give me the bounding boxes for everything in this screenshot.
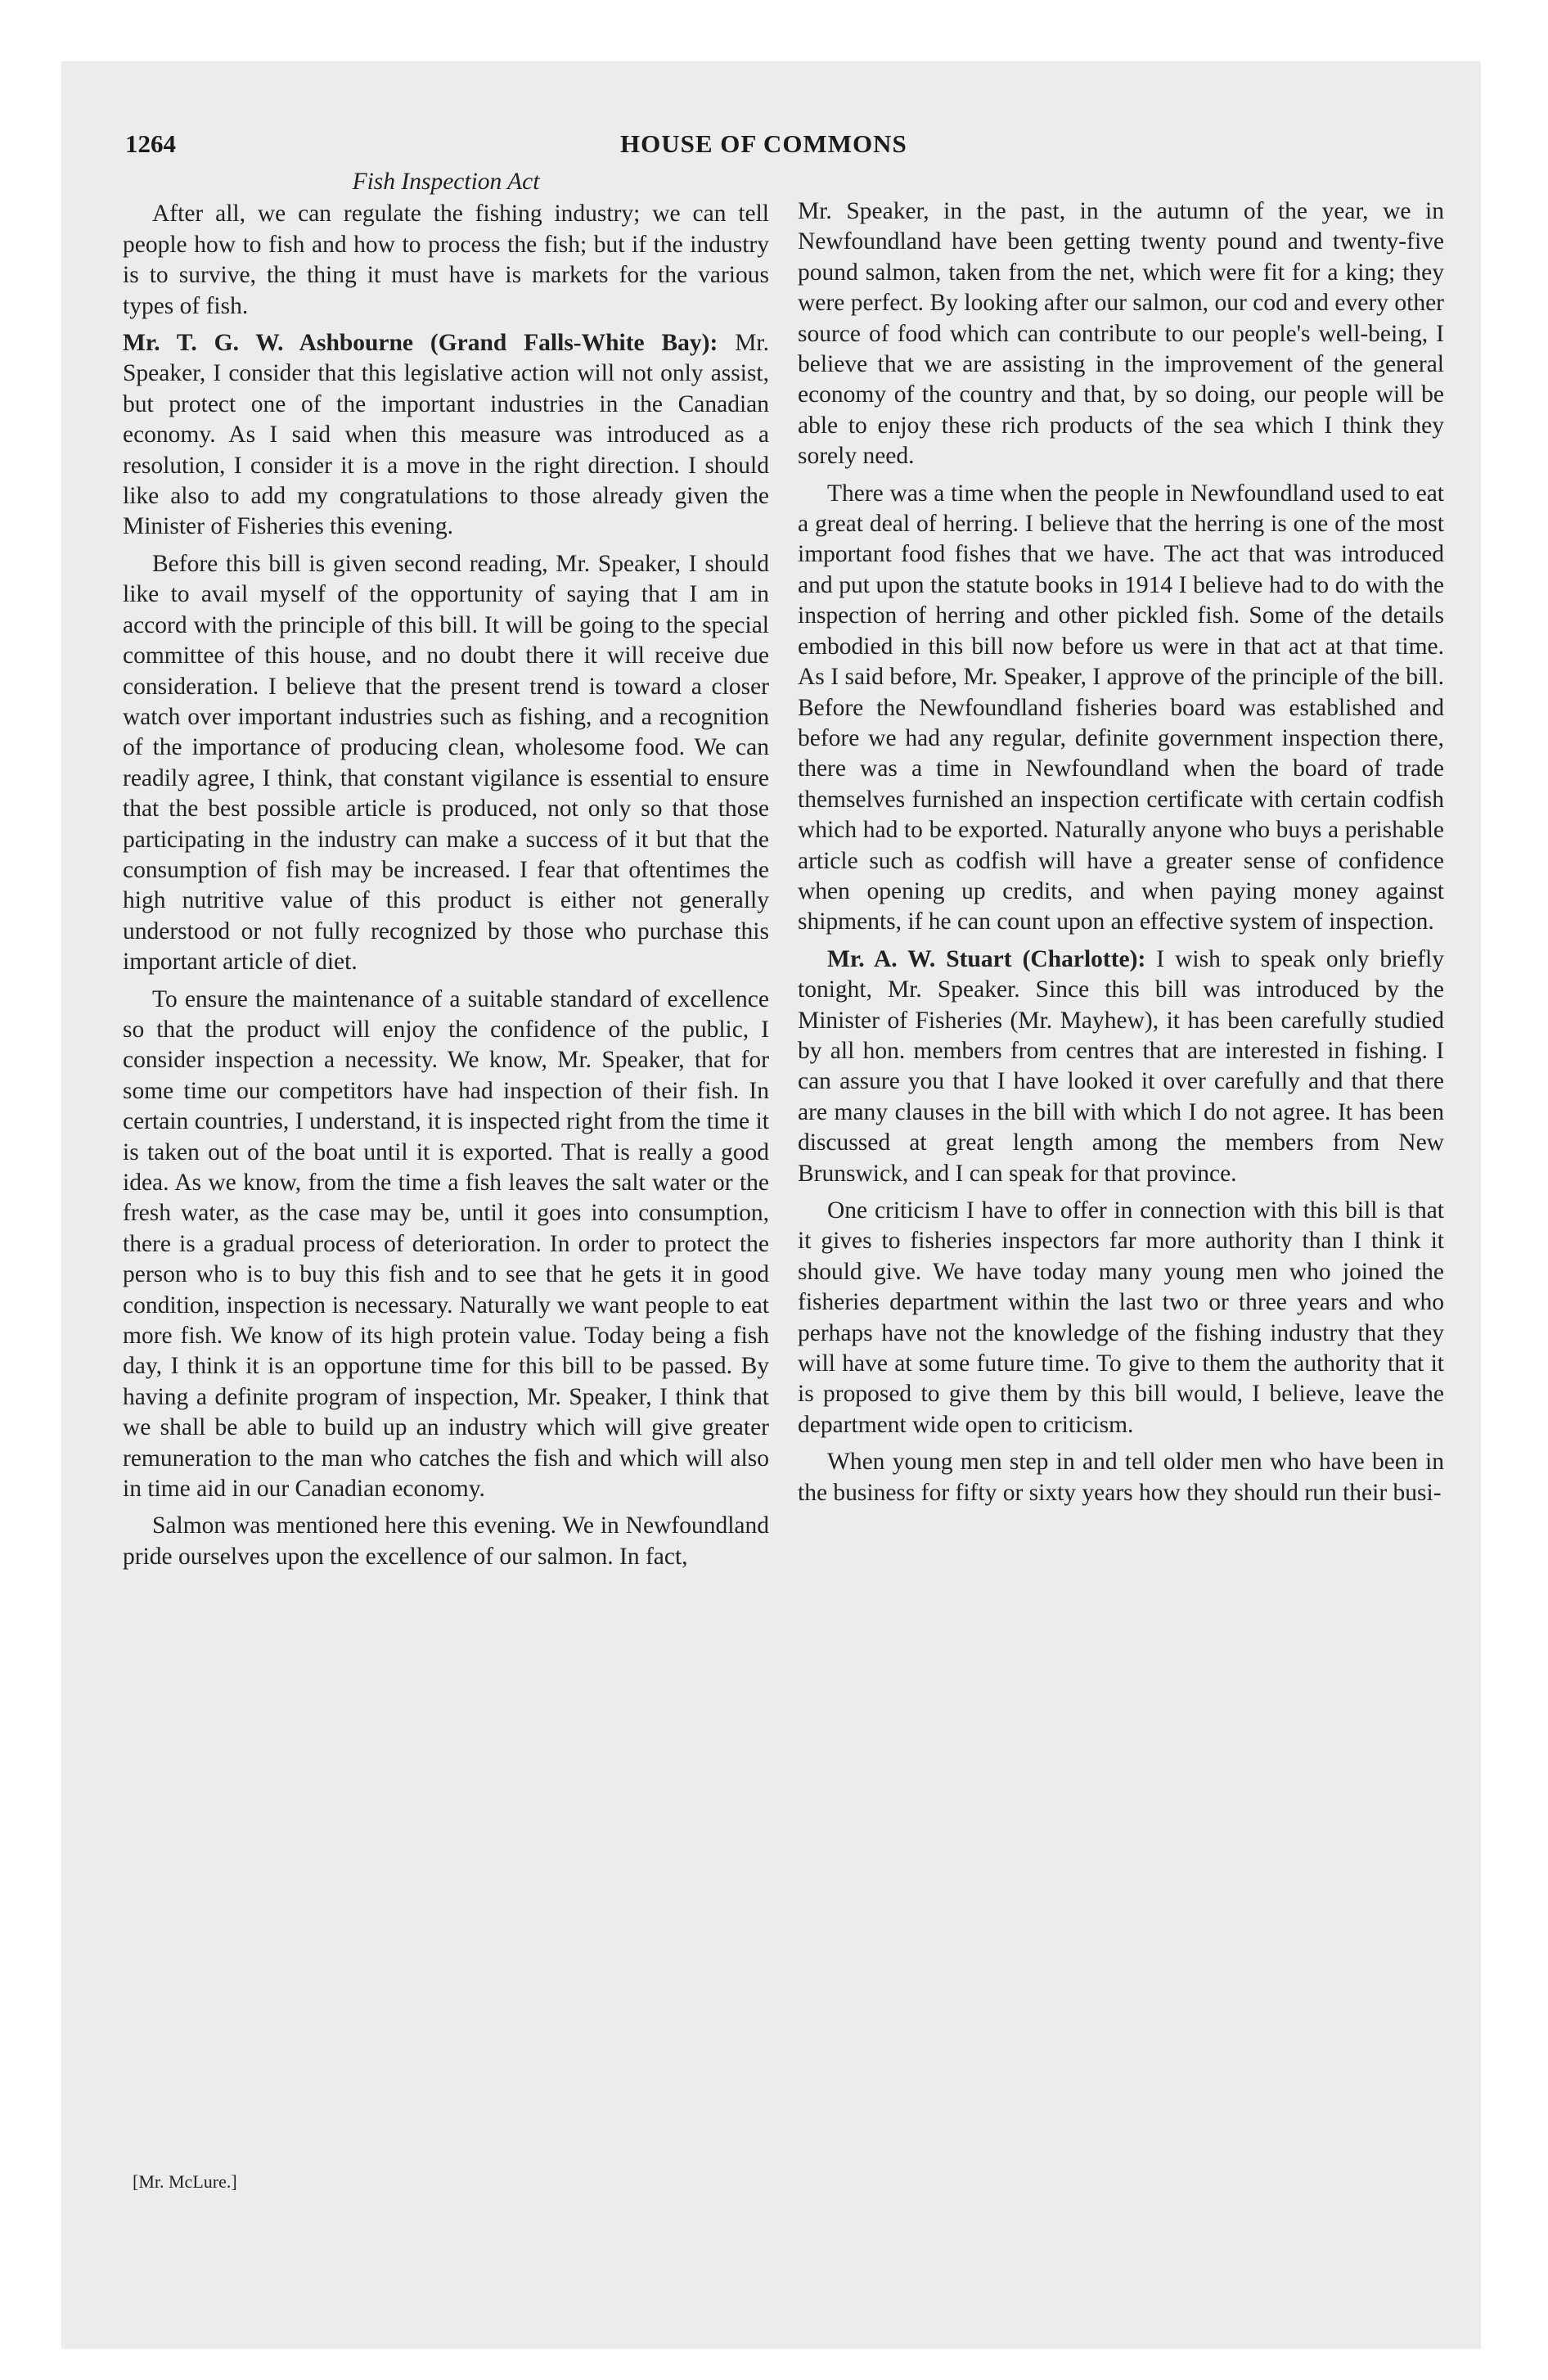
paragraph: Before this bill is given second reading, Mr. Speaker, I should like to avail myself of the opportunity of saying that I am in accord with the principle of this bill. It will be going to the special committee of this house, and no doubt there it will receive due consideration. I believe that the present trend is toward a closer watch over important industries such as fishing, and a recognition of the importance of producing clean, wholesome food. We can readily agree, I think, that constant vigilance is essential to ensure that the best possible article is produced, not only so that those participating in the industry can make a success of it but that the consumption of fish may be increased. I fear that oftentimes the high nutritive value of this product is either not generally understood or not fully recognized by those who purchase this important article of diet. xyxy=(123,550,769,976)
paragraph: To ensure the maintenance of a suitable standard of excellence so that the product will enjoy the confidence of the public, I consider inspection a necessity. We know, Mr. Speaker, that for some time our competitors have had inspection of their fish. In certain countries, I understand, it is inspected right from the time it is taken out of the boat until it is exported. That is really a good idea. As we know, from the time a fish leaves the salt water or the fresh water, as the case may be, until it goes into consumption, there is a gradual process of deterioration. In order to protect the person who is to buy this fish and to see that he gets it in good condition, inspection is necessary. Naturally we want people to eat more fish. We know of its high protein value. Today being a fish day, I think it is an opportune time for this bill to be passed. By having a definite program of inspection, Mr. Speaker, I think that we shall be able to build up an industry which will give greater remuneration to the man who catches the fish and which will also in time aid in our Canadian economy. xyxy=(123,985,769,1503)
paragraph: Salmon was mentioned here this evening. We in Newfoundland pride ourselves upon the excellence of our salmon. In fact, xyxy=(123,1512,769,1570)
speech-text: Mr. Speaker, I consider that this legislative action will not only assist, but protect one of the important industries in the Canadian economy. As I said when this measure was introduced as a resolution, I consider it is a move in the right direction. I should like also to add my congratulations to those already given the Minister of Fisheries this evening. xyxy=(123,330,770,540)
section-title: Fish Inspection Act xyxy=(352,169,540,195)
speaker-name: Mr. A. W. Stuart (Charlotte): xyxy=(827,945,1146,972)
speech-text: I wish to speak only briefly tonight, Mr. Speaker. Since this bill was introduced by the Minister of Fisheries (Mr. Mayhew), it has been carefully studied by all hon. members from centres that are interested in fishing. I can assure you that I have looked it over carefully and that there are many clauses in the bill with which I do not agree. It has been discussed at great length among the members from New Brunswick, and I can speak for that province. xyxy=(798,945,1444,1187)
running-head-title: HOUSE OF COMMONS xyxy=(620,129,907,158)
paragraph: One criticism I have to offer in connection with this bill is that it gives to fisheries inspectors far more authority than I think it should give. We have today many young men who joined the fisheries department within the last two or three years and who perhaps have not the knowledge of the fishing industry that they will have at some future time. To give to them the authority that it is proposed to give them by this bill would, I believe, leave the department wide open to criticism. xyxy=(798,1197,1444,1438)
paragraph: After all, we can regulate the fishing industry; we can tell people how to fish and how to process the fish; but if the industry is to survive, the thing it must have is markets for the various types of fish. xyxy=(123,201,769,319)
paragraph: There was a time when the people in Newfoundland used to eat a great deal of herring. I believe that the herring is one of the most important food fishes that we have. The act that was introduced and put upon the statute books in 1914 I believe had to do with the inspection of herring and other pickled fish. Some of the details embodied in this bill now before us were in that act at that time. As I said before, Mr. Speaker, I approve of the principle of the bill. Before the Newfoundland fisheries board was established and before we had any regular, definite government inspection there, there was a time in Newfoundland when the board of trade themselves furnished an inspection certificate with certain codfish which had to be exported. Naturally anyone who buys a perishable article such as codfish will have a greater sense of confidence when opening up credits, and when paying money against shipments, if he can count upon an effective system of inspection. xyxy=(798,480,1444,935)
page-header xyxy=(125,129,1455,170)
paragraph: Mr. Speaker, in the past, in the autumn of the year, we in Newfoundland have been getting twenty pound and twenty-five pound salmon, taken from the net, which were fit for a king; they were perfect. By looking after our salmon, our cod and every other source of food which can contribute to our people's well-being, I believe that we are assisting in the improvement of the general economy of the country and that, by so doing, our people will be able to enjoy these rich products of the sea which I think they sorely need. xyxy=(798,198,1444,470)
right-column xyxy=(798,196,1444,1515)
left-column xyxy=(123,167,769,1579)
speech-paragraph xyxy=(798,944,1444,1189)
speech-paragraph xyxy=(123,328,769,543)
speaker-name: Mr. T. G. W. Ashbourne (Grand Falls-White Bay): xyxy=(123,330,718,357)
paragraph: When young men step in and tell older men who have been in the business for fifty or sixty years how they should run their busi- xyxy=(798,1449,1444,1506)
footer-speaker-note: [Mr. McLure.] xyxy=(133,2171,237,2192)
page-number: 1264 xyxy=(125,129,176,158)
